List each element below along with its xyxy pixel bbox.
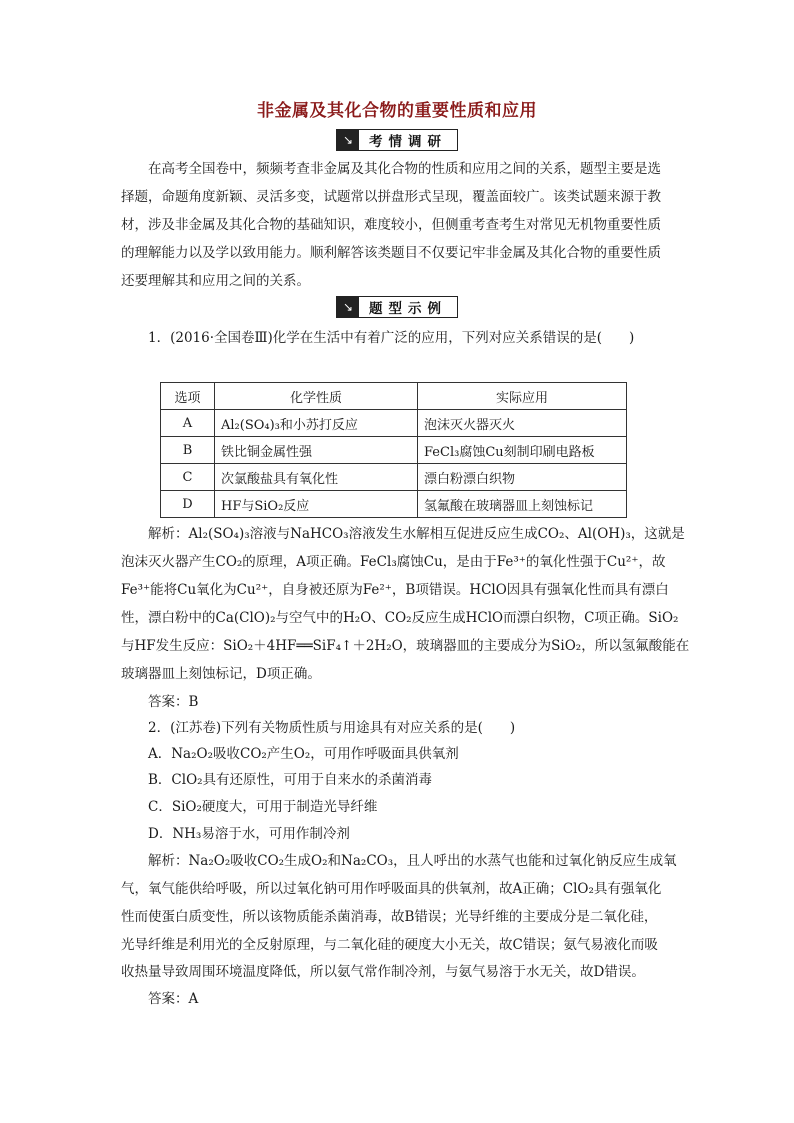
analysis-line: 泡沫灭火器产生CO₂的原理，A项正确。FeCl₃腐蚀Cu，是由于Fe³⁺的氧化性强于Cu²⁺，故 bbox=[121, 554, 666, 570]
analysis-line: 收热量导致周围环境温度降低，所以氨气常作制冷剂，与氨气易溶于水无关，故D错误。 bbox=[121, 964, 645, 980]
section-header-exam-analysis bbox=[0, 129, 794, 151]
option-a: A．Na₂O₂吸收CO₂产生O₂，可用作呼吸面具供氧剂 bbox=[148, 746, 459, 762]
table-header: 选项 bbox=[161, 383, 215, 410]
table-cell: HF与SiO₂反应 bbox=[215, 491, 418, 518]
analysis-line: Fe³⁺能将Cu氧化为Cu²⁺，自身被还原为Fe²⁺，B项错误。HClO因具有强氧化性而具有漂白 bbox=[121, 582, 669, 598]
section-label: 题型示例 bbox=[369, 301, 447, 317]
table-row bbox=[161, 464, 627, 491]
table-row bbox=[161, 437, 627, 464]
answer-2: 答案：A bbox=[148, 991, 199, 1007]
arrow-icon: ↘ bbox=[337, 297, 359, 317]
table-cell: B bbox=[161, 437, 215, 464]
option-c: C．SiO₂硬度大，可用于制造光导纤维 bbox=[148, 799, 378, 815]
section-box bbox=[336, 296, 458, 318]
answer-1: 答案：B bbox=[148, 694, 199, 710]
arrow-icon: ↘ bbox=[337, 130, 359, 150]
analysis-line: 光导纤维是利用光的全反射原理，与二氧化硅的硬度大小无关，故C错误；氨气易液化而吸 bbox=[121, 937, 658, 953]
analysis-line: 与HF发生反应：SiO₂＋4HF══SiF₄↑＋2H₂O，玻璃器皿的主要成分为SiO₂，所以氢氟酸能在 bbox=[121, 638, 690, 654]
intro-line: 在高考全国卷中，频频考查非金属及其化合物的性质和应用之间的关系，题型主要是选 bbox=[148, 161, 661, 177]
option-b: B．ClO₂具有还原性，可用于自来水的杀菌消毒 bbox=[148, 772, 433, 788]
analysis-line: 玻璃器皿上刻蚀标记，D项正确。 bbox=[121, 666, 321, 682]
table-header: 实际应用 bbox=[418, 383, 627, 410]
intro-line: 的理解能力以及学以致用能力。顺利解答该类题目不仅要记牢非金属及其化合物的重要性质 bbox=[121, 245, 661, 261]
analysis-line: 气，氧气能供给呼吸，所以过氧化钠可用作呼吸面具的供氧剂，故A正确；ClO₂具有强氧化 bbox=[121, 881, 662, 897]
table-cell: 漂白粉漂白织物 bbox=[418, 464, 627, 491]
section-box bbox=[336, 129, 458, 151]
analysis-line: 解析：Na₂O₂吸收CO₂生成O₂和Na₂CO₃，且人呼出的水蒸气也能和过氧化钠反应生成氧 bbox=[148, 853, 677, 869]
table-row bbox=[161, 491, 627, 518]
table-cell: C bbox=[161, 464, 215, 491]
analysis-line: 性，漂白粉中的Ca(ClO)₂与空气中的H₂O、CO₂反应生成HClO而漂白织物，C项正确。SiO₂ bbox=[121, 610, 679, 626]
table-cell: D bbox=[161, 491, 215, 518]
intro-line: 材，涉及非金属及其化合物的基础知识，难度较小，但侧重考查考生对常见无机物重要性质 bbox=[121, 217, 661, 233]
intro-line: 还要理解其和应用之间的关系。 bbox=[121, 273, 310, 289]
option-d: D．NH₃易溶于水，可用作制冷剂 bbox=[148, 826, 350, 842]
analysis-line: 性而使蛋白质变性，所以该物质能杀菌消毒，故B错误；光导纤维的主要成分是二氧化硅， bbox=[121, 909, 658, 925]
analysis-line: 解析：Al₂(SO₄)₃溶液与NaHCO₃溶液发生水解相互促进反应生成CO₂、Al(OH)₃，这就是 bbox=[148, 526, 685, 542]
table-header-row bbox=[161, 383, 627, 410]
table-header: 化学性质 bbox=[215, 383, 418, 410]
options-table bbox=[160, 382, 627, 518]
intro-line: 择题，命题角度新颖、灵活多变，试题常以拼盘形式呈现，覆盖面较广。该类试题来源于教 bbox=[121, 189, 661, 205]
question-2-stem: 2．(江苏卷)下列有关物质性质与用途具有对应关系的是( ) bbox=[148, 720, 516, 736]
table-cell: A bbox=[161, 410, 215, 437]
table-cell: 氢氟酸在玻璃器皿上刻蚀标记 bbox=[418, 491, 627, 518]
section-header-examples bbox=[0, 296, 794, 318]
table-cell: 铁比铜金属性强 bbox=[215, 437, 418, 464]
table-cell: FeCl₃腐蚀Cu刻制印刷电路板 bbox=[418, 437, 627, 464]
section-label: 考情调研 bbox=[369, 134, 447, 150]
table-cell: Al₂(SO₄)₃和小苏打反应 bbox=[215, 410, 418, 437]
table-cell: 泡沫灭火器灭火 bbox=[418, 410, 627, 437]
table-cell: 次氯酸盐具有氧化性 bbox=[215, 464, 418, 491]
table-row bbox=[161, 410, 627, 437]
page-title: 非金属及其化合物的重要性质和应用 bbox=[257, 101, 537, 121]
question-1-stem: 1．(2016·全国卷Ⅲ)化学在生活中有着广泛的应用，下列对应关系错误的是( ) bbox=[148, 330, 635, 346]
